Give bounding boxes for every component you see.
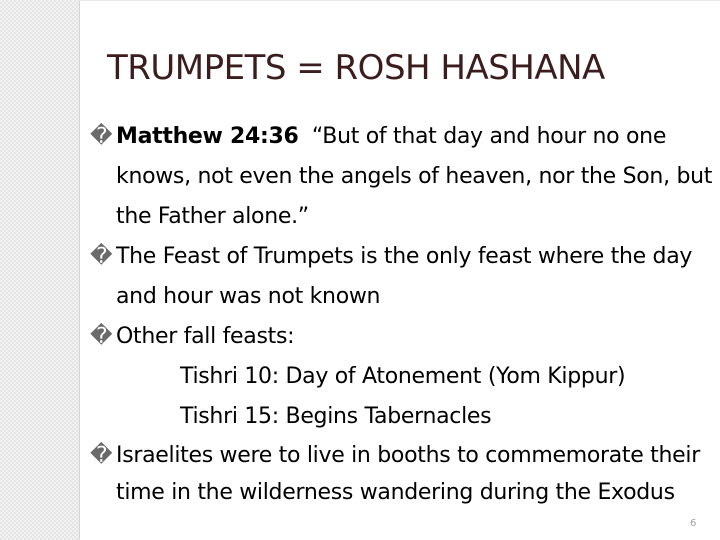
side-band-divider	[79, 0, 80, 540]
bullet-other-fall-feasts	[90, 317, 716, 357]
bullet-israelites-booths	[90, 437, 716, 511]
page-number: 6	[690, 518, 697, 529]
sub-item-tishri-10: Tishri 10: Day of Atonement (Yom Kippur)	[180, 364, 626, 389]
bullet-glyph-icon: �	[90, 324, 113, 349]
bullet-text: Israelites were to live in booths to commemorate their time in the wilderness wandering during the Exodus	[116, 443, 700, 505]
scripture-reference: Matthew 24:36	[116, 124, 299, 149]
bullet-glyph-icon: �	[90, 443, 113, 468]
sub-item-tishri-15: Tishri 15: Begins Tabernacles	[180, 404, 492, 429]
bullet-matthew-quote	[90, 117, 716, 237]
bullet-glyph-icon: �	[90, 244, 113, 269]
slide-body	[90, 117, 716, 511]
top-divider	[79, 0, 720, 1]
bullet-feast-of-trumpets	[90, 237, 716, 317]
bullet-glyph-icon: �	[90, 124, 113, 149]
slide-title: TRUMPETS = ROSH HASHANA	[107, 48, 605, 88]
scripture-quote: “But of that day and hour no one knows, not even the angels of heaven, nor the Son, but the Father alone.”	[116, 124, 713, 229]
decorative-side-band	[0, 0, 79, 540]
bullet-text: Other fall feasts:	[116, 324, 295, 349]
bullet-text: The Feast of Trumpets is the only feast where the day and hour was not known	[116, 244, 693, 309]
